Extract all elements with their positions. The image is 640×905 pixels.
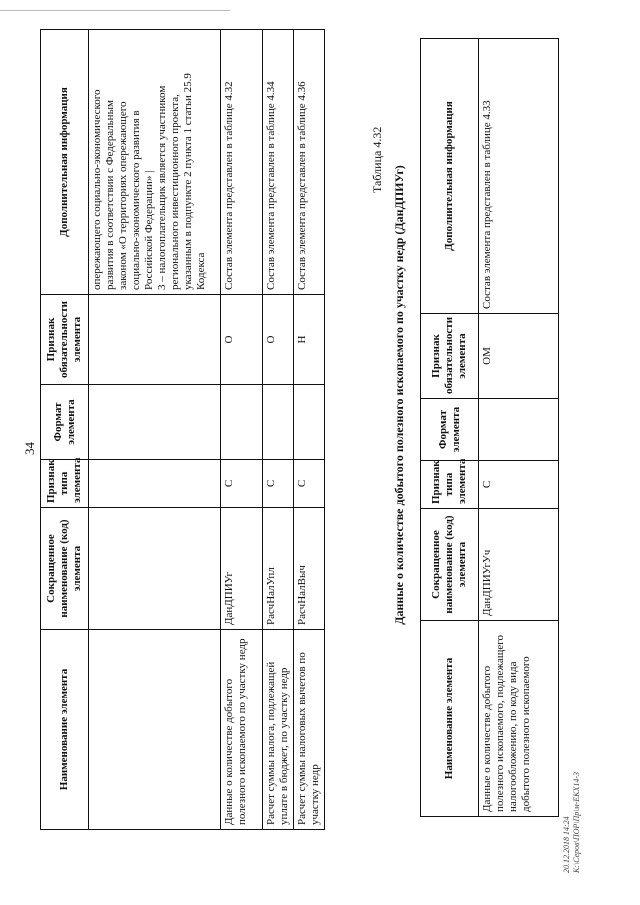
cell-code: ДанДПИУг (221, 508, 263, 630)
cell-info: Состав элемента представлен в таблице 4.36 (294, 30, 325, 295)
cell-required: Н (294, 295, 325, 385)
table-header-row (41, 30, 89, 830)
cell-format (479, 399, 559, 461)
info-continuation (89, 30, 221, 295)
cell-name: Расчет суммы налоговых вычетов по участку недр (294, 630, 325, 830)
header-info: Дополнительная информация (41, 30, 89, 295)
info-line: социально-экономического развития в (130, 110, 142, 290)
cell-format (263, 385, 294, 460)
cell-required: О (221, 295, 263, 385)
cell-type: С (263, 460, 294, 508)
info-line: Российской Федерации» | (143, 170, 155, 290)
table-row (294, 30, 325, 830)
cell-name: Данные о количестве добытого полезного ископаемого, подлежащего налогообложению, по коду вида добытого полезного ископаемого (479, 621, 559, 817)
header-required: Признак обязательности элемента (421, 314, 479, 399)
info-line: законом «О территориях опережающего (117, 101, 129, 290)
cell-info: Состав элемента представлен в таблице 4.34 (263, 30, 294, 295)
page-number: 34 (22, 442, 37, 455)
header-name: Наименование элемента (41, 630, 89, 830)
table-caption: Данные о количестве добытого полезного ископаемого по участку недр (ДанДПИУг) (392, 165, 406, 625)
cell-name: Расчет суммы налога, подлежащей уплате в бюджет, по участку недр (263, 630, 294, 830)
info-line: указанным в подпункте 2 пункта 1 статьи 25.9 (182, 73, 194, 290)
header-format: Формат элемента (421, 399, 479, 461)
header-format: Формат элемента (41, 385, 89, 460)
info-line: развития в соответствии с Федеральным (104, 100, 116, 290)
header-code: Сокращенное наименование (код) элемента (41, 508, 89, 630)
cell-required: О (263, 295, 294, 385)
cell-info: Состав элемента представлен в таблице 4.32 (221, 30, 263, 295)
header-info: Дополнительная информация (421, 39, 479, 314)
cell-info: Состав элемента представлен в таблице 4.33 (479, 39, 559, 314)
header-type: Признак типа элемента (41, 460, 89, 508)
cell-type: С (479, 461, 559, 509)
header-required: Признак обязательности элемента (41, 295, 89, 385)
table-row (221, 30, 263, 830)
cell-code: РасчНалВыч (294, 508, 325, 630)
cell-required: ОМ (479, 314, 559, 399)
info-line: Кодекса (195, 252, 207, 290)
table-number-label: Таблица 4.32 (370, 126, 384, 193)
cell-format (294, 385, 325, 460)
cell-code: ДанДПИУгУч (479, 509, 559, 621)
stamp-date: 20.12.2018 14:24 (562, 816, 571, 873)
table-row (263, 30, 294, 830)
header-type: Признак типа элемента (421, 461, 479, 509)
info-line: регионального инвестиционного проекта, (169, 94, 181, 290)
cell-format (221, 385, 263, 460)
cell-code: РасчНалУпл (263, 508, 294, 630)
file-stamp (562, 772, 582, 873)
cell-name: Данные о количестве добытого полезного ископаемого по участку недр (221, 630, 263, 830)
table-header-row (421, 39, 479, 817)
cell-type: С (294, 460, 325, 508)
elements-table-continued (40, 29, 325, 830)
header-name: Наименование элемента (421, 621, 479, 817)
elements-table-4-32 (420, 38, 559, 817)
header-code: Сокращенное наименование (код) элемента (421, 509, 479, 621)
cell-type: С (221, 460, 263, 508)
info-line: 3 – налогоплательщик является участником (156, 85, 168, 290)
stamp-path: К:\Серов\ПОР\Пр\м-ЕКХ14-3 (572, 771, 581, 873)
table-row-continuation (89, 30, 221, 830)
info-line: опережающего социально-экономического (91, 89, 103, 290)
table-row (479, 39, 559, 817)
